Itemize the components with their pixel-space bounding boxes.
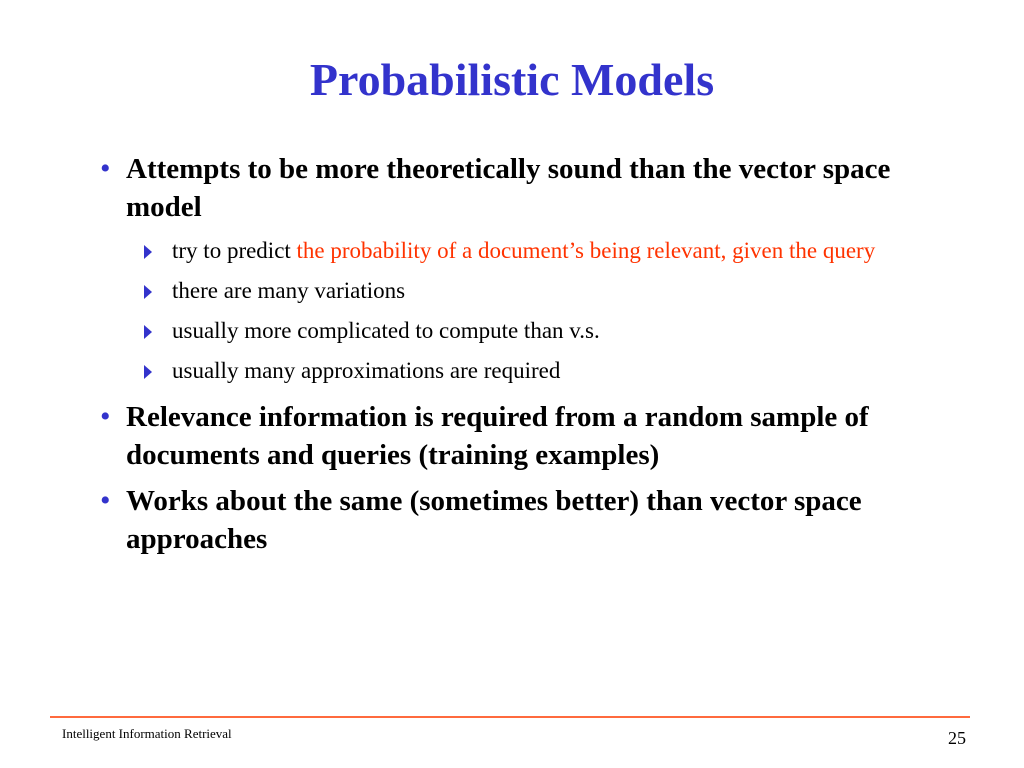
page-number: 25 [948, 728, 966, 748]
sub-bullet-text: try to predict [172, 238, 297, 263]
bullet-item-3 [98, 482, 938, 558]
arrow-bullet-icon [144, 325, 152, 339]
slide-title: Probabilistic Models [309, 54, 715, 105]
sub-bullet-item-4 [98, 354, 938, 388]
footer-rule [50, 716, 970, 718]
sub-bullet-highlight: the probability of a document’s being relevant, given the query [296, 238, 876, 263]
sub-bullet-item-2 [98, 274, 938, 308]
sub-bullet-item-1 [98, 234, 938, 268]
bullet-dot-icon: • [100, 400, 111, 433]
bullet-text: Relevance information is required from a random sample of documents and queries (training examples) [126, 401, 869, 471]
arrow-bullet-icon [144, 245, 152, 259]
bullet-text: Attempts to be more theoretically sound than the vector space model [126, 153, 891, 223]
sub-bullet-text: usually more complicated to compute than v.s. [172, 318, 600, 343]
sub-bullet-item-3 [98, 314, 938, 348]
bullet-dot-icon: • [100, 152, 111, 185]
footer-course-title: Intelligent Information Retrieval [62, 726, 232, 741]
bullet-list [98, 150, 938, 566]
bullet-item-1 [98, 150, 938, 226]
sub-bullet-text: usually many approximations are required [172, 358, 561, 383]
bullet-item-2 [98, 398, 938, 474]
arrow-bullet-icon [144, 285, 152, 299]
bullet-text: Works about the same (sometimes better) than vector space approaches [126, 485, 862, 555]
bullet-dot-icon: • [100, 484, 111, 517]
sub-bullet-list [98, 234, 938, 388]
sub-bullet-text: there are many variations [172, 278, 406, 303]
arrow-bullet-icon [144, 365, 152, 379]
